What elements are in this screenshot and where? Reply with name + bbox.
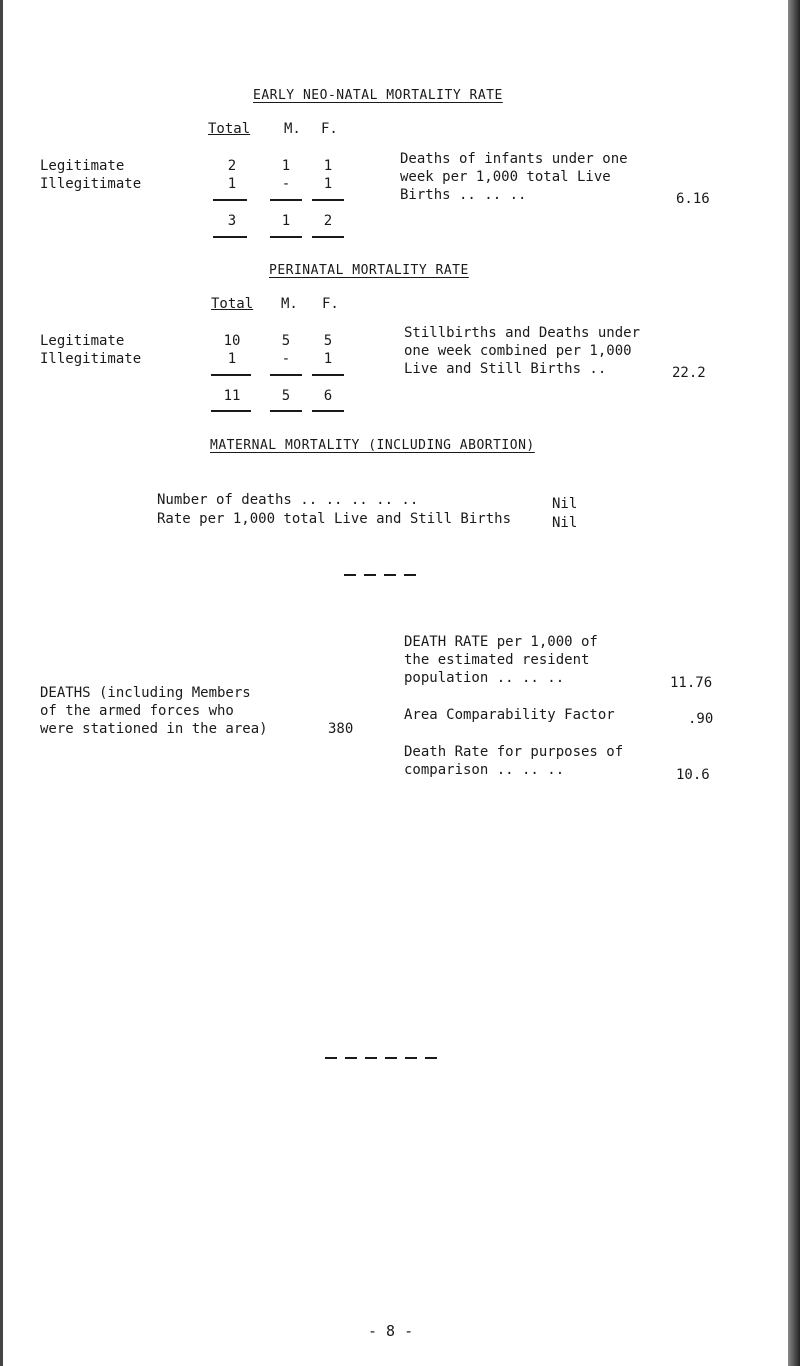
perinatal-desc: one week combined per 1,000: [404, 343, 632, 359]
neonatal-row-label: Legitimate: [40, 158, 125, 174]
neonatal-desc: week per 1,000 total Live: [400, 169, 611, 185]
death-rate-value: 11.76: [670, 675, 713, 691]
neonatal-title: EARLY NEO-NATAL MORTALITY RATE: [253, 88, 503, 103]
perinatal-sum-rule: [211, 410, 251, 412]
neonatal-row-f: 1: [323, 158, 333, 174]
comparability-desc: Area Comparability Factor: [404, 707, 615, 723]
page-number: - 8 -: [368, 1322, 414, 1340]
perinatal-rate: 22.2: [672, 365, 706, 381]
neonatal-sum-rule: [312, 236, 344, 238]
deaths-label: were stationed in the area): [40, 721, 268, 737]
maternal-line-label: Rate per 1,000 total Live and Still Births: [157, 511, 512, 527]
neonatal-sum-rule: [213, 199, 247, 201]
neonatal-sum-f: 2: [323, 213, 333, 229]
neonatal-sum-rule: [213, 236, 247, 238]
neonatal-row-total: 1: [227, 176, 237, 192]
perinatal-desc: Live and Still Births ..: [404, 361, 607, 377]
perinatal-row-label: Legitimate: [40, 333, 125, 349]
perinatal-row-m: -: [281, 351, 291, 367]
neonatal-desc: Deaths of infants under one: [400, 151, 628, 167]
neonatal-col-f: F.: [321, 121, 338, 137]
neonatal-col-total: Total: [208, 121, 251, 137]
comparison-rate-desc: Death Rate for purposes of: [404, 744, 624, 760]
deaths-count: 380: [328, 721, 354, 737]
perinatal-row-f: 5: [323, 333, 333, 349]
perinatal-desc: Stillbirths and Deaths under: [404, 325, 641, 341]
neonatal-sum-rule: [312, 199, 344, 201]
perinatal-sum-f: 6: [323, 388, 333, 404]
perinatal-row-total: 10: [223, 333, 241, 349]
perinatal-sum-m: 5: [281, 388, 291, 404]
comparison-rate-value: 10.6: [676, 767, 710, 783]
neonatal-rate: 6.16: [676, 191, 710, 207]
perinatal-col-total: Total: [211, 296, 254, 312]
neonatal-row-m: 1: [281, 158, 291, 174]
perinatal-row-label: Illegitimate: [40, 351, 142, 367]
perinatal-sum-rule: [211, 374, 251, 376]
perinatal-sum-rule: [270, 374, 302, 376]
death-rate-desc: DEATH RATE per 1,000 of: [404, 634, 598, 650]
comparability-value: .90: [688, 711, 714, 727]
perinatal-row-m: 5: [281, 333, 291, 349]
neonatal-sum-total: 3: [227, 213, 237, 229]
neonatal-sum-m: 1: [281, 213, 291, 229]
death-rate-desc: population .. .. ..: [404, 670, 565, 686]
neonatal-row-f: 1: [323, 176, 333, 192]
perinatal-sum-total: 11: [223, 388, 241, 404]
perinatal-sum-rule: [312, 410, 344, 412]
death-rate-desc: the estimated resident: [404, 652, 590, 668]
neonatal-sum-rule: [270, 199, 302, 201]
perinatal-row-f: 1: [323, 351, 333, 367]
scan-edge-right: [788, 0, 800, 1366]
perinatal-sum-rule: [312, 374, 344, 376]
neonatal-row-total: 2: [227, 158, 237, 174]
maternal-line-label: Number of deaths .. .. .. .. ..: [157, 492, 419, 508]
perinatal-col-f: F.: [322, 296, 339, 312]
neonatal-row-m: -: [281, 176, 291, 192]
neonatal-row-label: Illegitimate: [40, 176, 142, 192]
deaths-label: DEATHS (including Members: [40, 685, 251, 701]
maternal-line-value: Nil: [552, 496, 578, 512]
scan-edge-left: [0, 0, 3, 1366]
perinatal-col-m: M.: [281, 296, 298, 312]
perinatal-row-total: 1: [227, 351, 237, 367]
perinatal-title: PERINATAL MORTALITY RATE: [269, 263, 469, 278]
neonatal-sum-rule: [270, 236, 302, 238]
neonatal-desc: Births .. .. ..: [400, 187, 527, 203]
maternal-line-value: Nil: [552, 515, 578, 531]
neonatal-col-m: M.: [284, 121, 301, 137]
maternal-title: MATERNAL MORTALITY (INCLUDING ABORTION): [210, 438, 535, 453]
comparison-rate-desc: comparison .. .. ..: [404, 762, 565, 778]
perinatal-sum-rule: [270, 410, 302, 412]
deaths-label: of the armed forces who: [40, 703, 234, 719]
